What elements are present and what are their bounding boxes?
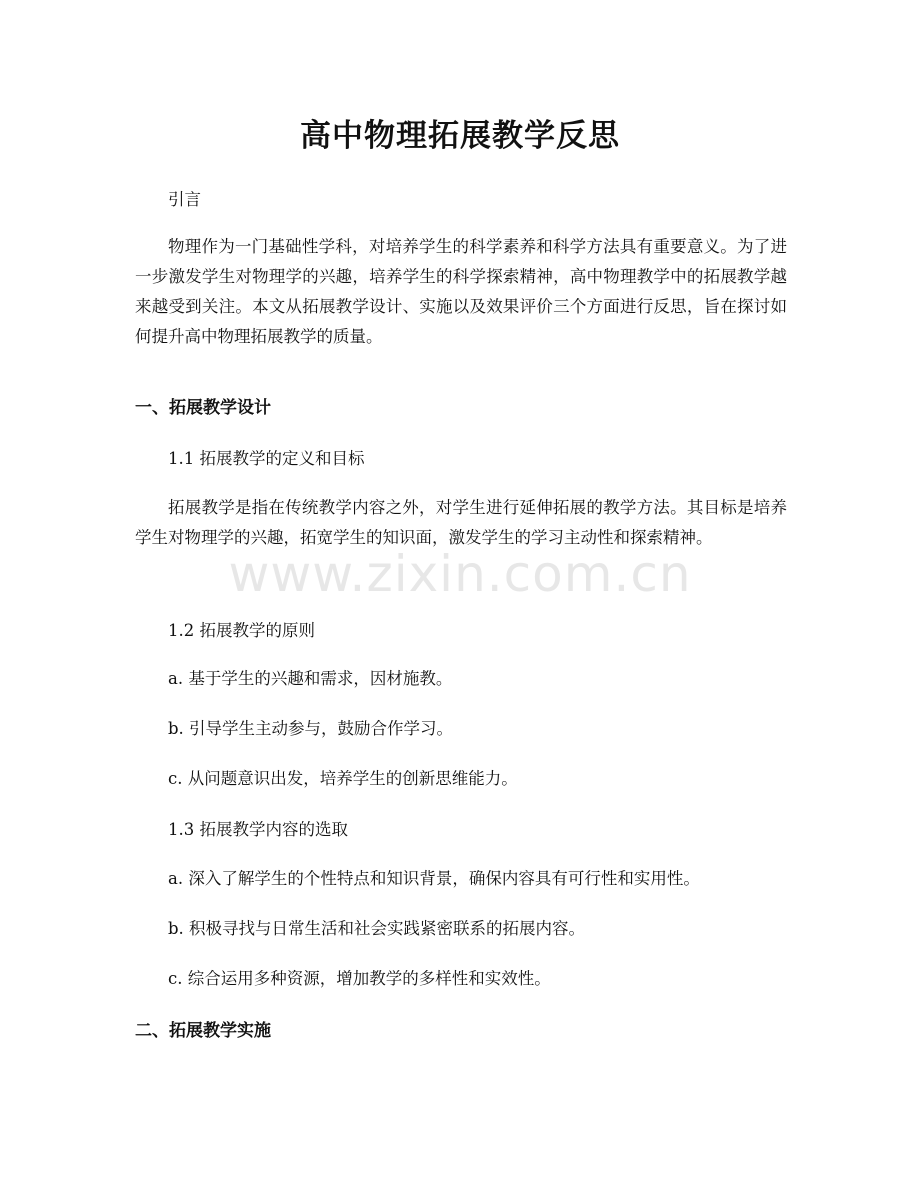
section-1-heading: 一、拓展教学设计 [135, 398, 271, 418]
subsection-1-2-title: 1.2 拓展教学的原则 [168, 621, 315, 640]
list-item: a. 深入了解学生的个性特点和知识背景，确保内容具有可行性和实用性。 [168, 869, 700, 888]
list-item: c. 从问题意识出发，培养学生的创新思维能力。 [168, 769, 518, 788]
page-title: 高中物理拓展教学反思 [300, 118, 620, 154]
subsection-1-1-paragraph: 拓展教学是指在传统教学内容之外，对学生进行延伸拓展的教学方法。其目标是培养学生对物理学的兴趣，拓宽学生的知识面，激发学生的学习主动性和探索精神。 [135, 498, 787, 547]
watermark: www.zixin.com.cn [228, 545, 692, 603]
subsection-1-3-title: 1.3 拓展教学内容的选取 [168, 820, 348, 839]
list-item: c. 综合运用多种资源，增加教学的多样性和实效性。 [168, 969, 551, 988]
list-item: b. 引导学生主动参与，鼓励合作学习。 [168, 719, 454, 738]
subsection-1-1-title: 1.1 拓展教学的定义和目标 [168, 449, 365, 468]
section-2-heading: 二、拓展教学实施 [135, 1021, 271, 1041]
list-item: b. 积极寻找与日常生活和社会实践紧密联系的拓展内容。 [168, 919, 586, 938]
intro-label: 引言 [168, 190, 201, 209]
list-item: a. 基于学生的兴趣和需求，因材施教。 [168, 669, 453, 688]
intro-paragraph: 物理作为一门基础性学科，对培养学生的科学素养和科学方法具有重要意义。为了进一步激发学生对物理学的兴趣，培养学生的科学探索精神，高中物理教学中的拓展教学越来越受到关注。本文从拓展教学设计、实施以及效果评价三个方面进行反思，旨在探讨如何提升高中物理拓展教学的质量。 [135, 237, 787, 346]
